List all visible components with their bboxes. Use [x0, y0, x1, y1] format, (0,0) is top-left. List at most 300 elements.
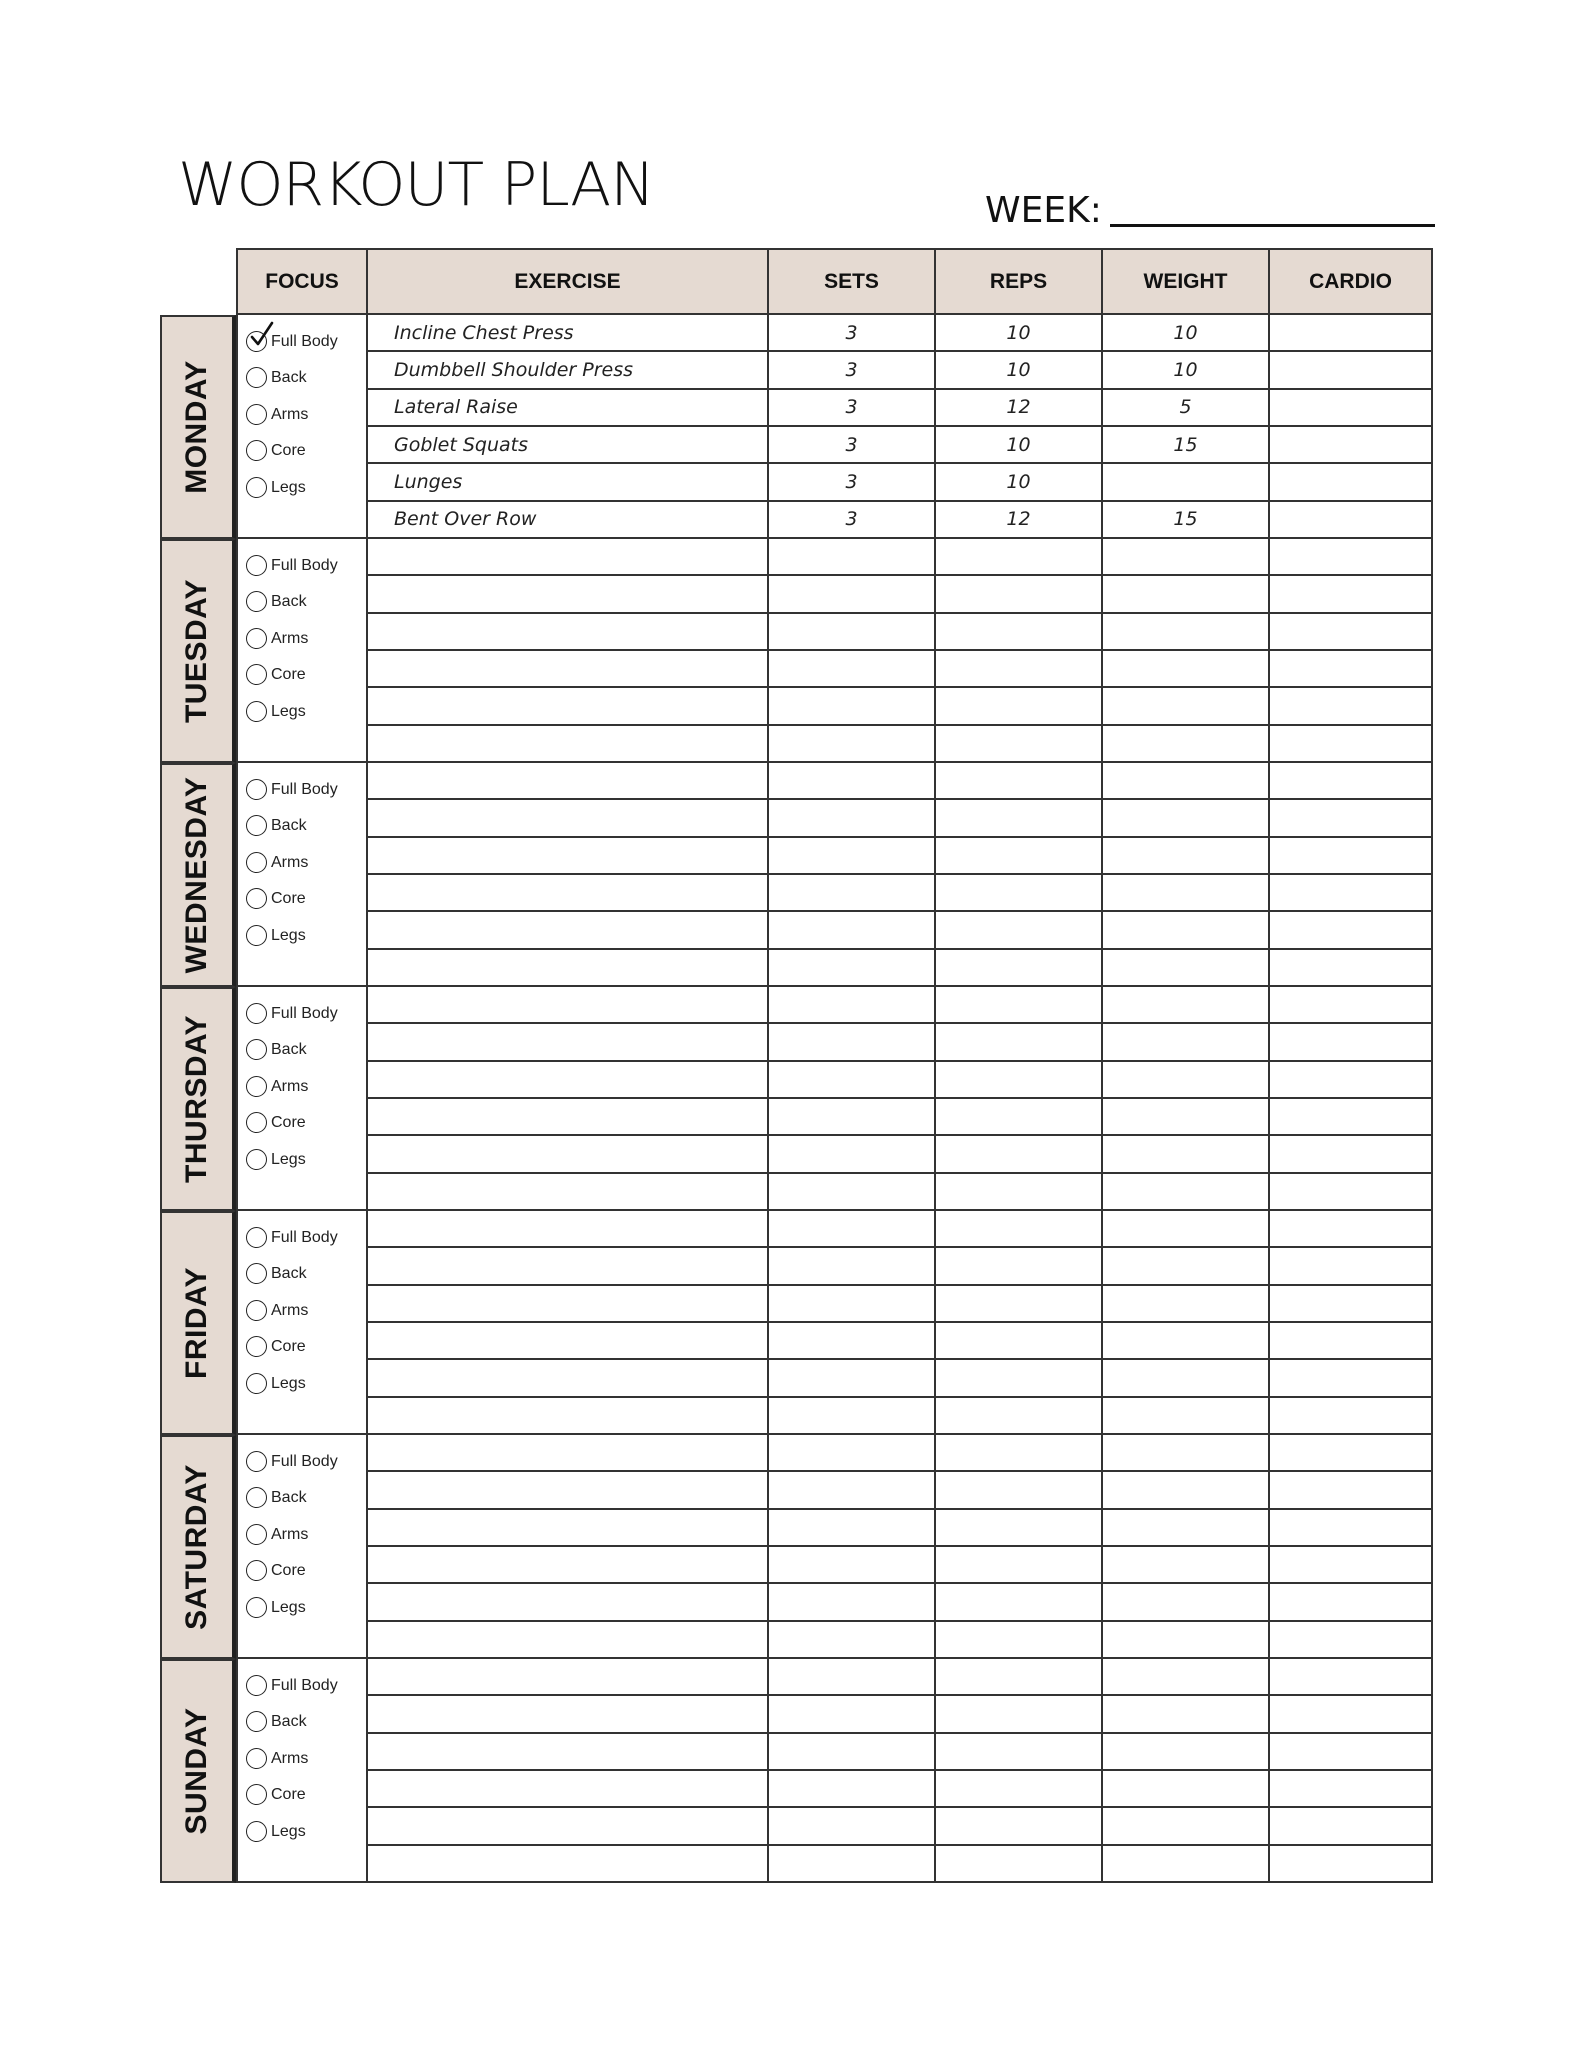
weight-cell[interactable] [1103, 950, 1270, 985]
radio-button[interactable] [246, 1227, 267, 1248]
exercise-cell[interactable] [368, 987, 769, 1022]
radio-button[interactable] [246, 1373, 267, 1394]
radio-button[interactable] [246, 591, 267, 612]
table-row [368, 1323, 1431, 1360]
weight-cell[interactable] [1103, 614, 1270, 649]
reps-cell[interactable] [936, 651, 1103, 686]
weight-cell[interactable] [1103, 800, 1270, 835]
radio-button[interactable] [246, 1149, 267, 1170]
sets-cell[interactable] [769, 1099, 936, 1134]
exercise-cell[interactable] [368, 950, 769, 985]
cardio-cell[interactable] [1270, 1024, 1431, 1059]
radio-button[interactable] [246, 701, 267, 722]
day-grid [236, 539, 1433, 763]
cardio-cell[interactable] [1270, 1062, 1431, 1097]
sets-cell[interactable] [769, 912, 936, 947]
reps-cell[interactable] [936, 1472, 1103, 1507]
reps-cell[interactable] [936, 1584, 1103, 1619]
cardio-cell[interactable] [1270, 1099, 1431, 1134]
exercise-cell[interactable] [368, 1398, 769, 1433]
sets-cell[interactable] [769, 576, 936, 611]
focus-option-arms[interactable] [246, 628, 308, 649]
exercise-cell[interactable] [368, 1808, 769, 1843]
reps-cell[interactable] [936, 1174, 1103, 1209]
focus-option-arms[interactable] [246, 1524, 308, 1545]
exercise-cell[interactable] [368, 614, 769, 649]
exercise-cell[interactable] [368, 838, 769, 873]
weight-cell[interactable] [1103, 1248, 1270, 1283]
exercise-cell[interactable] [368, 1024, 769, 1059]
sets-cell[interactable] [769, 1622, 936, 1657]
exercise-cell[interactable] [368, 763, 769, 798]
focus-option-back[interactable] [246, 815, 307, 836]
weight-cell[interactable] [1103, 1435, 1270, 1470]
focus-option-arms[interactable] [246, 1748, 308, 1769]
reps-cell[interactable] [936, 1846, 1103, 1881]
weight-cell[interactable] [1103, 539, 1270, 574]
exercise-cell[interactable]: Dumbbell Shoulder Press [368, 352, 769, 387]
exercise-cell[interactable] [368, 1659, 769, 1694]
sets-cell[interactable] [769, 1323, 936, 1358]
focus-option-core[interactable] [246, 664, 306, 685]
exercise-cell[interactable] [368, 688, 769, 723]
sets-cell[interactable] [769, 1286, 936, 1321]
weight-cell[interactable] [1103, 875, 1270, 910]
exercise-cell[interactable]: Goblet Squats [368, 427, 769, 462]
reps-cell[interactable] [936, 539, 1103, 574]
cardio-cell[interactable] [1270, 726, 1431, 761]
focus-option-full-body[interactable] [246, 1227, 338, 1248]
reps-cell[interactable] [936, 1286, 1103, 1321]
cardio-cell[interactable] [1270, 763, 1431, 798]
cardio-cell[interactable] [1270, 1734, 1431, 1769]
weight-cell[interactable] [1103, 1286, 1270, 1321]
focus-option-core[interactable] [246, 440, 306, 461]
exercise-cell[interactable] [368, 1323, 769, 1358]
reps-cell[interactable]: 10 [936, 464, 1103, 499]
table-row [368, 1062, 1431, 1099]
cardio-cell[interactable] [1270, 1398, 1431, 1433]
radio-button[interactable] [246, 1487, 267, 1508]
reps-cell[interactable] [936, 1734, 1103, 1769]
weight-cell[interactable] [1103, 987, 1270, 1022]
cardio-cell[interactable] [1270, 1622, 1431, 1657]
cardio-cell[interactable] [1270, 576, 1431, 611]
radio-button[interactable] [246, 628, 267, 649]
radio-button[interactable] [246, 1675, 267, 1696]
cardio-cell[interactable] [1270, 1286, 1431, 1321]
reps-cell[interactable] [936, 1360, 1103, 1395]
focus-option-legs[interactable] [246, 925, 306, 946]
reps-cell[interactable]: 12 [936, 502, 1103, 537]
exercise-cell[interactable] [368, 1286, 769, 1321]
sets-cell[interactable]: 3 [769, 352, 936, 387]
focus-option-back[interactable] [246, 367, 307, 388]
focus-option-full-body[interactable] [246, 331, 338, 352]
exercise-cell[interactable] [368, 1099, 769, 1134]
reps-cell[interactable] [936, 1062, 1103, 1097]
exercise-cell[interactable] [368, 1510, 769, 1545]
sets-cell[interactable] [769, 651, 936, 686]
cardio-cell[interactable] [1270, 1696, 1431, 1731]
weight-cell[interactable] [1103, 1808, 1270, 1843]
cardio-cell[interactable] [1270, 1211, 1431, 1246]
sets-cell[interactable] [769, 1808, 936, 1843]
exercise-cell[interactable] [368, 1771, 769, 1806]
focus-option-arms[interactable] [246, 852, 308, 873]
radio-button[interactable] [246, 477, 267, 498]
reps-cell[interactable] [936, 1659, 1103, 1694]
sets-cell[interactable] [769, 1510, 936, 1545]
sets-cell[interactable] [769, 1174, 936, 1209]
reps-cell[interactable]: 10 [936, 315, 1103, 350]
reps-cell[interactable] [936, 1622, 1103, 1657]
focus-option-full-body[interactable] [246, 555, 338, 576]
sets-cell[interactable] [769, 763, 936, 798]
radio-button[interactable] [246, 555, 267, 576]
table-row [368, 1547, 1431, 1584]
sets-cell[interactable] [769, 1024, 936, 1059]
cardio-cell[interactable] [1270, 838, 1431, 873]
table-row [368, 1472, 1431, 1509]
focus-option-legs[interactable] [246, 701, 306, 722]
reps-cell[interactable]: 10 [936, 352, 1103, 387]
exercise-cell[interactable] [368, 1547, 769, 1582]
weight-cell[interactable] [1103, 1846, 1270, 1881]
day-block-friday [160, 1211, 1433, 1435]
table-row [368, 1584, 1431, 1621]
reps-cell[interactable] [936, 912, 1103, 947]
radio-button[interactable] [246, 367, 267, 388]
cardio-cell[interactable] [1270, 352, 1431, 387]
radio-button[interactable] [246, 1039, 267, 1060]
exercise-cell[interactable] [368, 1846, 769, 1881]
radio-button[interactable] [246, 815, 267, 836]
focus-option-arms[interactable] [246, 404, 308, 425]
cardio-cell[interactable] [1270, 1248, 1431, 1283]
cardio-cell[interactable] [1270, 1510, 1431, 1545]
focus-option-back[interactable] [246, 1039, 307, 1060]
reps-cell[interactable] [936, 950, 1103, 985]
exercise-cell[interactable] [368, 1472, 769, 1507]
sets-cell[interactable] [769, 726, 936, 761]
radio-button[interactable] [246, 779, 267, 800]
sets-cell[interactable] [769, 1062, 936, 1097]
table-row [368, 1734, 1431, 1771]
cardio-cell[interactable] [1270, 539, 1431, 574]
weight-cell[interactable]: 15 [1103, 427, 1270, 462]
reps-cell[interactable] [936, 576, 1103, 611]
sets-cell[interactable] [769, 875, 936, 910]
focus-option-core[interactable] [246, 1112, 306, 1133]
exercise-cell[interactable] [368, 1174, 769, 1209]
reps-cell[interactable] [936, 1435, 1103, 1470]
exercise-rows [368, 987, 1431, 1209]
weight-cell[interactable] [1103, 1472, 1270, 1507]
table-row [368, 1398, 1431, 1433]
day-tab [160, 763, 236, 987]
weight-cell[interactable] [1103, 1771, 1270, 1806]
sets-cell[interactable]: 3 [769, 315, 936, 350]
reps-cell[interactable] [936, 987, 1103, 1022]
weight-cell[interactable] [1103, 1547, 1270, 1582]
focus-option-arms[interactable] [246, 1300, 308, 1321]
weight-cell[interactable]: 15 [1103, 502, 1270, 537]
exercise-cell[interactable]: Bent Over Row [368, 502, 769, 537]
focus-option-core[interactable] [246, 1560, 306, 1581]
reps-cell[interactable] [936, 1696, 1103, 1731]
sets-cell[interactable] [769, 1584, 936, 1619]
focus-option-full-body[interactable] [246, 1003, 338, 1024]
focus-option-legs[interactable] [246, 1373, 306, 1394]
weight-cell[interactable] [1103, 1211, 1270, 1246]
exercise-cell[interactable] [368, 1435, 769, 1470]
week-input[interactable] [1110, 224, 1435, 227]
sets-cell[interactable] [769, 1248, 936, 1283]
focus-options [238, 539, 368, 761]
exercise-cell[interactable] [368, 1622, 769, 1657]
sets-cell[interactable]: 3 [769, 427, 936, 462]
weight-cell[interactable] [1103, 1510, 1270, 1545]
reps-cell[interactable]: 10 [936, 427, 1103, 462]
reps-cell[interactable] [936, 1248, 1103, 1283]
weight-cell[interactable]: 10 [1103, 352, 1270, 387]
focus-option-full-body[interactable] [246, 1451, 338, 1472]
focus-option-full-body[interactable] [246, 1675, 338, 1696]
reps-cell[interactable] [936, 726, 1103, 761]
focus-option-full-body[interactable] [246, 779, 338, 800]
weight-cell[interactable]: 10 [1103, 315, 1270, 350]
weight-cell[interactable] [1103, 651, 1270, 686]
reps-cell[interactable] [936, 688, 1103, 723]
weight-cell[interactable] [1103, 1323, 1270, 1358]
reps-cell[interactable] [936, 875, 1103, 910]
radio-button[interactable] [246, 1524, 267, 1545]
exercise-cell[interactable] [368, 1696, 769, 1731]
exercise-cell[interactable] [368, 912, 769, 947]
cardio-cell[interactable] [1270, 614, 1431, 649]
cardio-cell[interactable] [1270, 1323, 1431, 1358]
focus-option-back[interactable] [246, 1263, 307, 1284]
exercise-cell[interactable] [368, 1248, 769, 1283]
sets-cell[interactable] [769, 1771, 936, 1806]
sets-cell[interactable] [769, 1435, 936, 1470]
cardio-cell[interactable] [1270, 651, 1431, 686]
cardio-cell[interactable] [1270, 987, 1431, 1022]
cardio-cell[interactable] [1270, 1472, 1431, 1507]
focus-option-back[interactable] [246, 1711, 307, 1732]
sets-cell[interactable] [769, 1659, 936, 1694]
radio-button[interactable] [246, 1560, 267, 1581]
weight-cell[interactable] [1103, 1099, 1270, 1134]
exercise-cell[interactable] [368, 1136, 769, 1171]
reps-cell[interactable] [936, 763, 1103, 798]
exercise-cell[interactable]: Lateral Raise [368, 390, 769, 425]
cardio-cell[interactable] [1270, 390, 1431, 425]
exercise-cell[interactable]: Incline Chest Press [368, 315, 769, 350]
weight-cell[interactable] [1103, 912, 1270, 947]
focus-option-core[interactable] [246, 888, 306, 909]
focus-option-legs[interactable] [246, 1821, 306, 1842]
reps-cell[interactable] [936, 1136, 1103, 1171]
focus-option-label: Back [271, 1040, 307, 1058]
exercise-cell[interactable] [368, 726, 769, 761]
focus-option-label: Back [271, 1488, 307, 1506]
weight-cell[interactable] [1103, 1659, 1270, 1694]
weight-cell[interactable] [1103, 1398, 1270, 1433]
cardio-cell[interactable] [1270, 1771, 1431, 1806]
exercise-cell[interactable] [368, 539, 769, 574]
reps-cell[interactable] [936, 614, 1103, 649]
cardio-cell[interactable] [1270, 1547, 1431, 1582]
day-name: SATURDAY [180, 1464, 213, 1630]
reps-cell[interactable] [936, 1099, 1103, 1134]
reps-cell[interactable] [936, 1808, 1103, 1843]
cardio-cell[interactable] [1270, 912, 1431, 947]
radio-button[interactable] [246, 1263, 267, 1284]
exercise-cell[interactable] [368, 875, 769, 910]
radio-button[interactable] [246, 1451, 267, 1472]
weight-cell[interactable] [1103, 576, 1270, 611]
cardio-cell[interactable] [1270, 1360, 1431, 1395]
sets-cell[interactable] [769, 1696, 936, 1731]
weight-cell[interactable] [1103, 688, 1270, 723]
cardio-cell[interactable] [1270, 1659, 1431, 1694]
sets-cell[interactable] [769, 539, 936, 574]
sets-cell[interactable] [769, 800, 936, 835]
exercise-cell[interactable] [368, 1062, 769, 1097]
weight-cell[interactable] [1103, 763, 1270, 798]
weight-cell[interactable] [1103, 1174, 1270, 1209]
sets-cell[interactable] [769, 1398, 936, 1433]
cardio-cell[interactable] [1270, 502, 1431, 537]
sets-cell[interactable] [769, 987, 936, 1022]
radio-button[interactable] [246, 1003, 267, 1024]
radio-button[interactable] [246, 1112, 267, 1133]
table-row [368, 688, 1431, 725]
radio-button[interactable] [246, 1076, 267, 1097]
weight-cell[interactable] [1103, 1696, 1270, 1731]
cardio-cell[interactable] [1270, 1435, 1431, 1470]
cardio-cell[interactable] [1270, 464, 1431, 499]
cardio-cell[interactable] [1270, 800, 1431, 835]
weight-cell[interactable] [1103, 1622, 1270, 1657]
focus-option-back[interactable] [246, 1487, 307, 1508]
focus-option-core[interactable] [246, 1336, 306, 1357]
cardio-cell[interactable] [1270, 688, 1431, 723]
sets-cell[interactable] [769, 950, 936, 985]
radio-button[interactable] [246, 925, 267, 946]
weight-cell[interactable] [1103, 838, 1270, 873]
cardio-cell[interactable] [1270, 427, 1431, 462]
cardio-cell[interactable] [1270, 1136, 1431, 1171]
focus-option-back[interactable] [246, 591, 307, 612]
weight-cell[interactable] [1103, 1584, 1270, 1619]
sets-cell[interactable] [769, 1136, 936, 1171]
exercise-cell[interactable] [368, 576, 769, 611]
weight-cell[interactable] [1103, 1062, 1270, 1097]
reps-cell[interactable] [936, 1211, 1103, 1246]
radio-button[interactable] [246, 1597, 267, 1618]
cardio-cell[interactable] [1270, 1846, 1431, 1881]
exercise-cell[interactable] [368, 800, 769, 835]
radio-button[interactable] [246, 852, 267, 873]
radio-button[interactable] [246, 1821, 267, 1842]
exercise-cell[interactable] [368, 1211, 769, 1246]
cardio-cell[interactable] [1270, 315, 1431, 350]
focus-option-label: Back [271, 816, 307, 834]
exercise-cell[interactable] [368, 1360, 769, 1395]
exercise-cell[interactable]: Lunges [368, 464, 769, 499]
radio-button[interactable] [246, 1784, 267, 1805]
exercise-cell[interactable] [368, 1584, 769, 1619]
focus-option-legs[interactable] [246, 1149, 306, 1170]
radio-button[interactable] [246, 1336, 267, 1357]
cardio-cell[interactable] [1270, 1584, 1431, 1619]
sets-cell[interactable] [769, 1734, 936, 1769]
weight-cell[interactable] [1103, 1734, 1270, 1769]
radio-button[interactable] [246, 331, 267, 352]
sets-cell[interactable] [769, 688, 936, 723]
radio-button[interactable] [246, 404, 267, 425]
sets-cell[interactable] [769, 1472, 936, 1507]
sets-cell[interactable] [769, 1360, 936, 1395]
cardio-cell[interactable] [1270, 875, 1431, 910]
sets-cell[interactable] [769, 838, 936, 873]
sets-cell[interactable] [769, 1211, 936, 1246]
radio-button[interactable] [246, 888, 267, 909]
exercise-cell[interactable] [368, 651, 769, 686]
focus-option-arms[interactable] [246, 1076, 308, 1097]
sets-cell[interactable] [769, 1547, 936, 1582]
sets-cell[interactable] [769, 614, 936, 649]
focus-option-legs[interactable] [246, 1597, 306, 1618]
exercise-cell[interactable] [368, 1734, 769, 1769]
reps-cell[interactable] [936, 1024, 1103, 1059]
reps-cell[interactable] [936, 800, 1103, 835]
exercise-rows [368, 763, 1431, 985]
radio-button[interactable] [246, 1748, 267, 1769]
radio-button[interactable] [246, 440, 267, 461]
focus-option-core[interactable] [246, 1784, 306, 1805]
focus-option-legs[interactable] [246, 477, 306, 498]
weight-cell[interactable] [1103, 1360, 1270, 1395]
cardio-cell[interactable] [1270, 1174, 1431, 1209]
sets-cell[interactable]: 3 [769, 464, 936, 499]
reps-cell[interactable] [936, 1398, 1103, 1433]
sets-cell[interactable]: 3 [769, 390, 936, 425]
reps-cell[interactable] [936, 1510, 1103, 1545]
reps-cell[interactable]: 12 [936, 390, 1103, 425]
weight-cell[interactable] [1103, 1136, 1270, 1171]
reps-cell[interactable] [936, 1771, 1103, 1806]
weight-cell[interactable]: 5 [1103, 390, 1270, 425]
reps-cell[interactable] [936, 838, 1103, 873]
sets-cell[interactable] [769, 1846, 936, 1881]
reps-cell[interactable] [936, 1547, 1103, 1582]
weight-cell[interactable] [1103, 726, 1270, 761]
cardio-cell[interactable] [1270, 950, 1431, 985]
weight-cell[interactable] [1103, 1024, 1270, 1059]
radio-button[interactable] [246, 1300, 267, 1321]
reps-cell[interactable] [936, 1323, 1103, 1358]
focus-options [238, 763, 368, 985]
radio-button[interactable] [246, 1711, 267, 1732]
radio-button[interactable] [246, 664, 267, 685]
sets-cell[interactable]: 3 [769, 502, 936, 537]
weight-cell[interactable] [1103, 464, 1270, 499]
cardio-cell[interactable] [1270, 1808, 1431, 1843]
